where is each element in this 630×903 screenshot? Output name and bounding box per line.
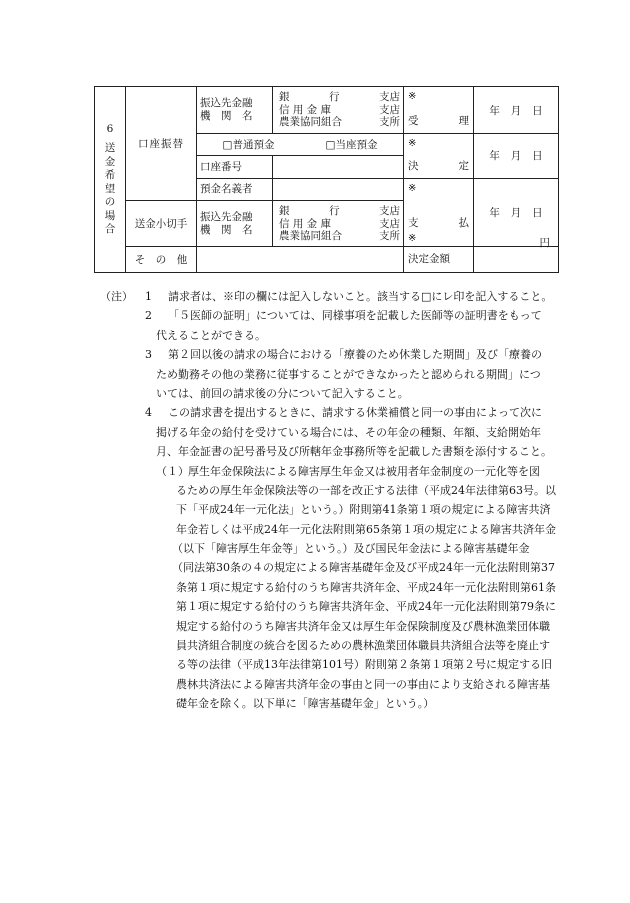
notes-label: （注）	[100, 290, 133, 303]
account-type-options[interactable]	[197, 134, 404, 156]
check-label: 送金小切手	[126, 201, 197, 247]
kettei-label: ※ 決 定	[404, 134, 474, 179]
section-number: 6	[106, 122, 114, 135]
note-item-1	[100, 287, 580, 306]
note-text-line: 代えることができる。	[156, 328, 266, 342]
section-char: 希	[104, 169, 116, 181]
note-text-line: いては、前回の請求後の分について記入すること。	[156, 386, 409, 400]
note-number: 4	[145, 406, 152, 420]
check-bank-name-label: 振込先金融 機 関 名	[197, 201, 273, 247]
note-text-line: （以下「障害厚生年金等」という。）及び国民年金法による障害基礎年金	[172, 542, 530, 556]
note-number: 1	[145, 290, 152, 303]
yen-unit: 円	[539, 237, 550, 250]
kettei-date-field[interactable]: 年 月 日	[474, 134, 559, 179]
other-field[interactable]	[197, 247, 404, 273]
remittance-form-table	[94, 86, 559, 273]
section-char: 合	[104, 223, 116, 235]
kettei-kingaku-label: ※ 決定金額	[404, 247, 474, 273]
note-item-2	[100, 306, 580, 325]
note-sub-item-1	[100, 462, 580, 481]
uketori-label: ※ 受 理	[404, 87, 474, 134]
uketori-date-field[interactable]: 年 月 日	[474, 87, 559, 134]
section-char: の	[104, 196, 116, 208]
other-label: そ の 他	[126, 247, 197, 273]
shiharai-date-field[interactable]: 年 月 日	[474, 178, 559, 246]
note-text-line: 礎年金を除く。以下単に「障害基礎年金」という。）	[176, 697, 435, 711]
note-item-4	[100, 403, 580, 422]
section-char: 望	[104, 182, 116, 195]
note-text-line: 請求者は、※印の欄には記入しないこと。該当する□にレ印を記入すること。	[168, 290, 553, 303]
note-number: 3	[145, 348, 152, 362]
account-transfer-label: 口座振替	[126, 87, 197, 201]
account-holder-label: 預金名義者	[197, 178, 273, 200]
note-text-line: 農林共済法による障害共済年金の事由と同一の事由により支給される障害基	[176, 677, 550, 691]
section-char: 金	[104, 155, 116, 168]
account-number-field[interactable]	[273, 156, 404, 178]
notes-section	[100, 287, 580, 714]
note-text-line: 下「平成24年一元化法」という。）附則第41条第１項の規定による障害共済	[176, 503, 551, 517]
note-text-line: 第１項に規定する給付のうち障害共済年金、平成24年一元化法附則第79条に	[176, 600, 556, 614]
note-number: 2	[145, 309, 152, 323]
note-text-line: 条第１項に規定する給付のうち障害共済年金、平成24年一元化法附則第61条	[176, 580, 556, 594]
note-text-line: 規定する給付のうち障害共済年金又は厚生年金保険制度及び農林漁業団体職	[176, 619, 550, 633]
account-number-label: 口座番号	[197, 156, 273, 178]
bank-name-label: 振込先金融 機 関 名	[197, 87, 273, 134]
shiharai-label: ※ 支 払	[404, 178, 474, 246]
bank-name-field[interactable]: 銀 行 支店 信 用 金 庫 支店 農業協同組合 支所	[273, 87, 404, 134]
kettei-kingaku-field[interactable]	[474, 237, 559, 273]
note-text-line: 員共済組合制度の統合を図るための農林漁業団体職員共済組合法等を廃止す	[176, 639, 550, 653]
section-char: 場	[104, 209, 116, 222]
note-text-line: この請求書を提出するときに、請求する休業補償と同一の事由によって次に	[168, 406, 542, 420]
checkbox-ordinary-deposit[interactable]: □普通預金	[222, 139, 275, 152]
note-text-line: 掲げる年金の給付を受けている場合には、その年金の種類、年額、支給開始年	[156, 425, 541, 439]
note-text-line: 第２回以後の請求の場合における「療養のため休業した期間」及び「療養の	[168, 348, 542, 362]
note-text-line: 「５医師の証明」については、同様事項を記載した医師等の証明書をもって	[168, 309, 542, 323]
checkbox-current-deposit[interactable]: □当座預金	[325, 139, 378, 152]
section-6-label	[95, 87, 126, 273]
note-text-line: る等の法律（平成13年法律第101号）附則第２条第１項第２号に規定する旧	[176, 658, 552, 672]
check-bank-name-field[interactable]: 銀 行 支店 信 用 金 庫 支店 農業協同組合 支所	[273, 201, 404, 247]
note-text-line: 厚生年金保険法による障害厚生年金又は被用者年金制度の一元化等を図	[188, 464, 540, 478]
note-text-line: （同法第30条の４の規定による障害基礎年金及び平成24年一元化法附則第37	[172, 561, 555, 575]
note-number: （１）	[156, 464, 189, 478]
account-holder-field[interactable]	[273, 178, 404, 200]
note-text-line: 月、年金証書の記号番号及び所轄年金事務所等を記載した書類を添付すること。	[156, 445, 552, 459]
note-text-line: るための厚生年金保険法等の一部を改正する法律（平成24年法律第63号。以	[176, 483, 556, 497]
note-item-3	[100, 345, 580, 364]
note-text-line: ため勤務その他の業務に従事することができなかったと認められる期間」につ	[156, 367, 541, 381]
note-text-line: 年金若しくは平成24年一元化法附則第65条第１項の規定による障害共済年金	[176, 522, 556, 536]
section-char: 送	[104, 142, 116, 154]
